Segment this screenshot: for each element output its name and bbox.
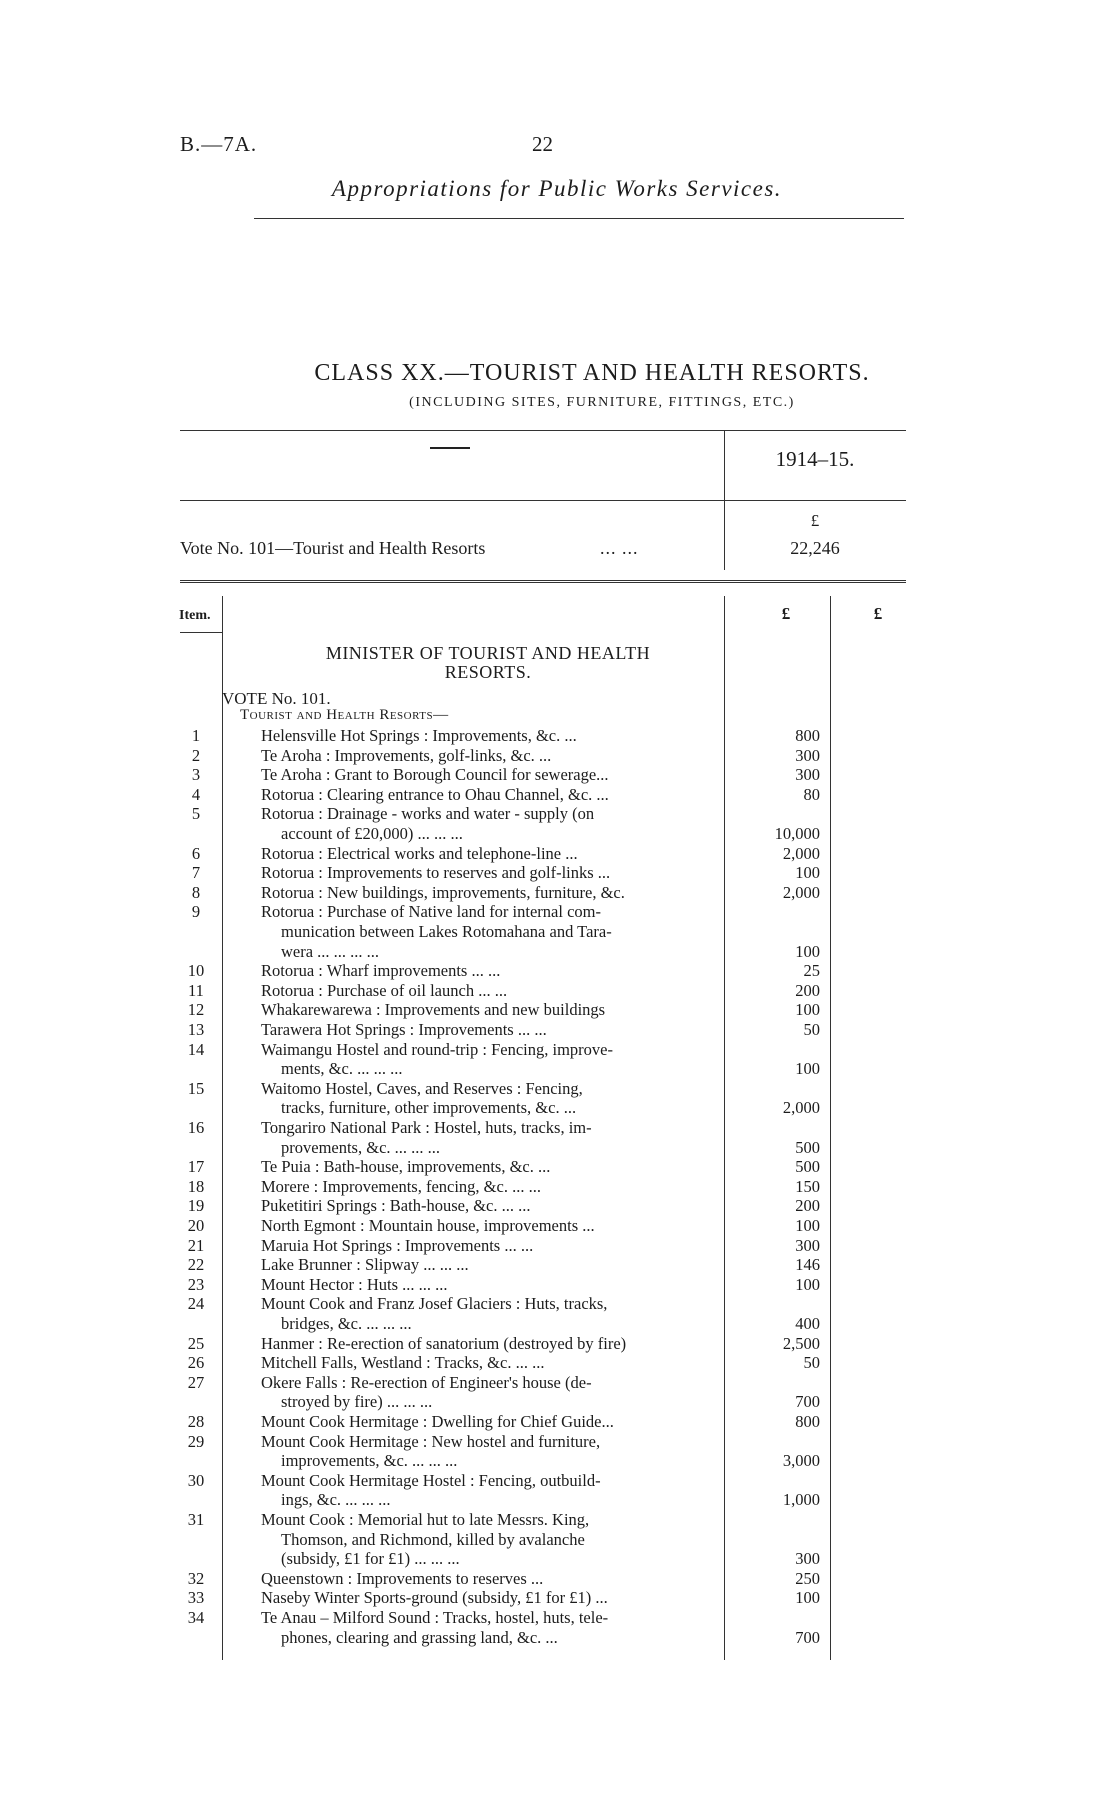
item-amount: 800	[795, 1412, 820, 1431]
item-description-line: Lake Brunner : Slipway ... ... ...	[261, 1255, 469, 1275]
item-description	[261, 1020, 721, 1040]
item-number: 15	[187, 1078, 205, 1098]
item-description	[261, 1334, 721, 1354]
item-column-divider	[222, 596, 223, 1660]
item-description-line: bridges, &c. ... ... ...	[281, 1313, 412, 1333]
item-number: 13	[187, 1020, 205, 1039]
item-description-line: Helensville Hot Springs : Improvements, &c. ...	[261, 726, 577, 745]
item-column-header: Item.	[179, 608, 211, 623]
item-number: 16	[187, 1118, 205, 1137]
item-number: 7	[191, 863, 201, 883]
item-description-line: ments, &c. ... ... ...	[281, 1059, 403, 1079]
item-amount: 200	[795, 1196, 820, 1216]
item-description-line: Whakarewarewa : Improvements and new buildings	[261, 1000, 606, 1020]
item-description-line: Rotorua : New buildings, improvements, furniture, &c.	[261, 882, 625, 902]
item-description-line: Tarawera Hot Springs : Improvements ... ...	[261, 1020, 547, 1039]
item-number: 11	[188, 980, 204, 1000]
item-description	[261, 1000, 721, 1020]
item-description-line: Mount Cook : Memorial hut to late Messrs. King,	[261, 1510, 590, 1529]
item-description	[261, 1353, 721, 1373]
item-description	[261, 1196, 721, 1216]
item-amount: 2,500	[782, 1333, 820, 1353]
item-description	[261, 844, 721, 864]
item-description-line: Te Aroha : Improvements, golf-links, &c. ...	[261, 745, 552, 765]
fiscal-year: 1914–15.	[775, 447, 855, 471]
item-number: 30	[187, 1470, 205, 1490]
item-description	[261, 1510, 721, 1569]
class-subtitle: (INCLUDING SITES, FURNITURE, FITTINGS, ETC.)	[409, 395, 795, 410]
item-description-line: Mitchell Falls, Westland : Tracks, &c. ... ...	[261, 1353, 545, 1373]
item-description-line: Waimangu Hostel and round-trip : Fencing, improve-	[261, 1039, 613, 1059]
item-description	[261, 1157, 721, 1177]
item-amount: 300	[795, 1235, 820, 1255]
item-description	[261, 1255, 721, 1275]
item-description	[261, 981, 721, 1001]
item-description	[261, 1294, 721, 1333]
item-amount: 25	[803, 961, 820, 981]
item-number: 9	[191, 902, 201, 922]
page-title: Appropriations for Public Works Services.	[331, 176, 783, 201]
item-description-line: Mount Cook Hermitage : New hostel and furniture,	[261, 1431, 601, 1451]
class-title: CLASS XX.—TOURIST AND HEALTH RESORTS.	[314, 360, 870, 386]
item-description	[261, 1471, 721, 1510]
item-number: 24	[187, 1294, 205, 1314]
item-description	[261, 883, 721, 903]
item-description-line: Mount Cook Hermitage : Dwelling for Chief Guide...	[261, 1412, 614, 1431]
item-amount: 100	[795, 863, 820, 883]
item-number: 29	[187, 1431, 205, 1451]
item-amount: 400	[795, 1313, 820, 1333]
item-number: 27	[187, 1372, 205, 1392]
item-amount: 50	[803, 1020, 820, 1039]
item-description-line: Rotorua : Electrical works and telephone-line ...	[261, 843, 578, 863]
item-description-line: Rotorua : Improvements to reserves and golf-links ...	[261, 863, 611, 883]
total-column-unit: £	[873, 604, 883, 623]
item-number: 12	[187, 1000, 205, 1020]
summary-bottom-rule	[180, 580, 906, 583]
item-description-line: Hanmer : Re-erection of sanatorium (destroyed by fire)	[261, 1333, 627, 1353]
item-number: 19	[187, 1196, 205, 1216]
item-description-line: Te Puia : Bath-house, improvements, &c. ...	[261, 1157, 551, 1177]
item-description-line: ings, &c. ... ... ...	[281, 1490, 391, 1510]
document-reference: B.—7A.	[180, 132, 258, 156]
item-amount: 2,000	[782, 882, 820, 902]
item-description-line: Morere : Improvements, fencing, &c. ... ...	[261, 1176, 541, 1196]
item-description	[261, 765, 721, 785]
item-description-line: munication between Lakes Rotomahana and Tara-	[281, 921, 612, 941]
item-amount: 250	[795, 1568, 820, 1588]
item-amount: 146	[795, 1255, 820, 1275]
item-amount: 300	[795, 745, 820, 765]
item-description	[261, 1040, 721, 1079]
vote-line	[180, 538, 710, 559]
item-number: 8	[191, 882, 201, 902]
item-description	[261, 1275, 721, 1295]
summary-dash	[430, 447, 470, 449]
item-description-line: Rotorua : Purchase of oil launch ... ...	[261, 980, 508, 1000]
item-description-line: Mount Hector : Huts ... ... ...	[261, 1274, 448, 1294]
item-description-line: improvements, &c. ... ... ...	[281, 1451, 458, 1471]
item-number: 20	[187, 1216, 205, 1235]
total-column-divider	[830, 596, 831, 1660]
item-description-line: Tongariro National Park : Hostel, huts, tracks, im-	[261, 1118, 592, 1137]
item-description	[261, 1216, 721, 1236]
item-number: 22	[187, 1255, 205, 1275]
item-number: 3	[191, 765, 201, 785]
item-amount: 800	[795, 726, 820, 745]
item-number: 17	[187, 1157, 205, 1177]
vote-leader-dots: ... ...	[600, 538, 639, 558]
minister-heading	[268, 644, 708, 682]
item-number: 5	[191, 804, 201, 824]
item-description	[261, 1608, 721, 1647]
item-description-line: Puketitiri Springs : Bath-house, &c. ... ...	[261, 1196, 531, 1216]
item-amount: 100	[795, 941, 820, 961]
item-description	[261, 1177, 721, 1197]
item-description	[261, 1079, 721, 1118]
item-amount: 700	[795, 1392, 820, 1412]
item-amount: 1,000	[782, 1490, 820, 1510]
item-number: 6	[191, 843, 201, 863]
item-number: 18	[187, 1176, 205, 1196]
item-amount: 3,000	[782, 1451, 820, 1471]
item-description-line: Naseby Winter Sports-ground (subsidy, £1 for £1) ...	[261, 1588, 608, 1608]
item-number: 1	[191, 726, 201, 745]
item-description	[261, 804, 721, 843]
item-amount: 100	[795, 1274, 820, 1294]
vote-number: VOTE No. 101.	[222, 689, 331, 708]
item-description	[261, 902, 721, 961]
item-description-line: wera ... ... ... ...	[281, 941, 380, 961]
item-description-line: Te Aroha : Grant to Borough Council for sewerage...	[261, 765, 609, 785]
item-amount: 300	[795, 765, 820, 785]
item-number: 14	[187, 1039, 205, 1059]
item-amount: 100	[795, 1588, 820, 1608]
item-description	[261, 1236, 721, 1256]
item-description-line: Thomson, and Richmond, killed by avalanche	[281, 1529, 585, 1549]
vote-label: Vote No. 101—Tourist and Health Resorts	[180, 538, 486, 558]
vote-currency-unit: £	[810, 511, 820, 530]
summary-mid-rule	[180, 500, 906, 501]
item-number: 31	[187, 1510, 205, 1529]
item-description	[261, 1432, 721, 1471]
item-description-line: stroyed by fire) ... ... ...	[281, 1392, 433, 1412]
item-number: 21	[187, 1235, 205, 1255]
summary-top-rule	[180, 430, 906, 431]
item-amount: 50	[803, 1353, 820, 1373]
item-description-line: tracks, furniture, other improvements, &c. ...	[281, 1098, 577, 1118]
item-description-line: Rotorua : Purchase of Native land for internal com-	[261, 902, 601, 922]
item-amount: 150	[795, 1176, 820, 1196]
item-number: 10	[187, 961, 205, 981]
item-description-line: phones, clearing and grassing land, &c. ...	[281, 1627, 558, 1647]
item-amount: 500	[795, 1137, 820, 1157]
item-description-line: Mount Cook and Franz Josef Glaciers : Huts, tracks,	[261, 1294, 608, 1314]
item-description-line: North Egmont : Mountain house, improvements ...	[261, 1216, 595, 1235]
item-number: 28	[187, 1412, 205, 1431]
item-amount: 2,000	[782, 1098, 820, 1118]
minister-heading-line: RESORTS.	[444, 662, 532, 682]
header-rule	[254, 218, 904, 219]
item-description-line: Okere Falls : Re-erection of Engineer's house (de-	[261, 1372, 592, 1392]
item-description-line: provements, &c. ... ... ...	[281, 1137, 441, 1157]
item-description	[261, 961, 721, 981]
item-description	[261, 1588, 721, 1608]
item-amount: 100	[795, 1216, 820, 1235]
item-amount: 200	[795, 980, 820, 1000]
item-description	[261, 863, 721, 883]
item-number: 34	[187, 1608, 205, 1627]
item-amount: 700	[795, 1627, 820, 1647]
item-description-line: Waitomo Hostel, Caves, and Reserves : Fencing,	[261, 1078, 583, 1098]
minister-heading-line: MINISTER OF TOURIST AND HEALTH	[325, 643, 651, 663]
item-description	[261, 1373, 721, 1412]
item-number: 26	[187, 1353, 205, 1373]
item-description-line: Rotorua : Clearing entrance to Ohau Channel, &c. ...	[261, 784, 609, 804]
item-amount: 10,000	[774, 823, 820, 843]
item-description-line: Rotorua : Drainage - works and water - supply (on	[261, 804, 595, 824]
item-amount: 500	[795, 1157, 820, 1177]
item-number: 2	[191, 745, 201, 765]
item-amount: 2,000	[782, 843, 820, 863]
item-description	[261, 1569, 721, 1589]
item-amount: 80	[803, 784, 820, 804]
item-description-line: account of £20,000) ... ... ...	[281, 823, 463, 843]
section-subheading: Tourist and Health Resorts—	[240, 707, 449, 723]
item-description	[261, 1412, 721, 1432]
item-description	[261, 726, 721, 746]
item-amount: 100	[795, 1000, 820, 1020]
amount-column-unit: £	[781, 604, 791, 623]
item-number: 32	[187, 1568, 205, 1588]
item-description-line: Queenstown : Improvements to reserves ...	[261, 1568, 544, 1588]
item-number: 23	[187, 1274, 205, 1294]
item-description-line: Maruia Hot Springs : Improvements ... ...	[261, 1235, 534, 1255]
item-amount: 300	[795, 1549, 820, 1569]
item-description-line: Te Anau – Milford Sound : Tracks, hostel, huts, tele-	[261, 1608, 609, 1627]
item-number: 33	[187, 1588, 205, 1608]
amount-column-divider	[724, 596, 725, 1660]
item-description-line: Rotorua : Wharf improvements ... ...	[261, 961, 501, 981]
item-description	[261, 1118, 721, 1157]
item-amount: 100	[795, 1059, 820, 1079]
item-description-line: (subsidy, £1 for £1) ... ... ...	[281, 1549, 460, 1569]
item-description-line: Mount Cook Hermitage Hostel : Fencing, outbuild-	[261, 1470, 601, 1490]
page-number: 22	[532, 132, 553, 156]
item-description	[261, 785, 721, 805]
item-number: 4	[191, 784, 201, 804]
vote-total-amount: 22,246	[790, 538, 840, 558]
item-header-rule	[180, 632, 222, 633]
item-number: 25	[187, 1333, 205, 1353]
item-description	[261, 746, 721, 766]
